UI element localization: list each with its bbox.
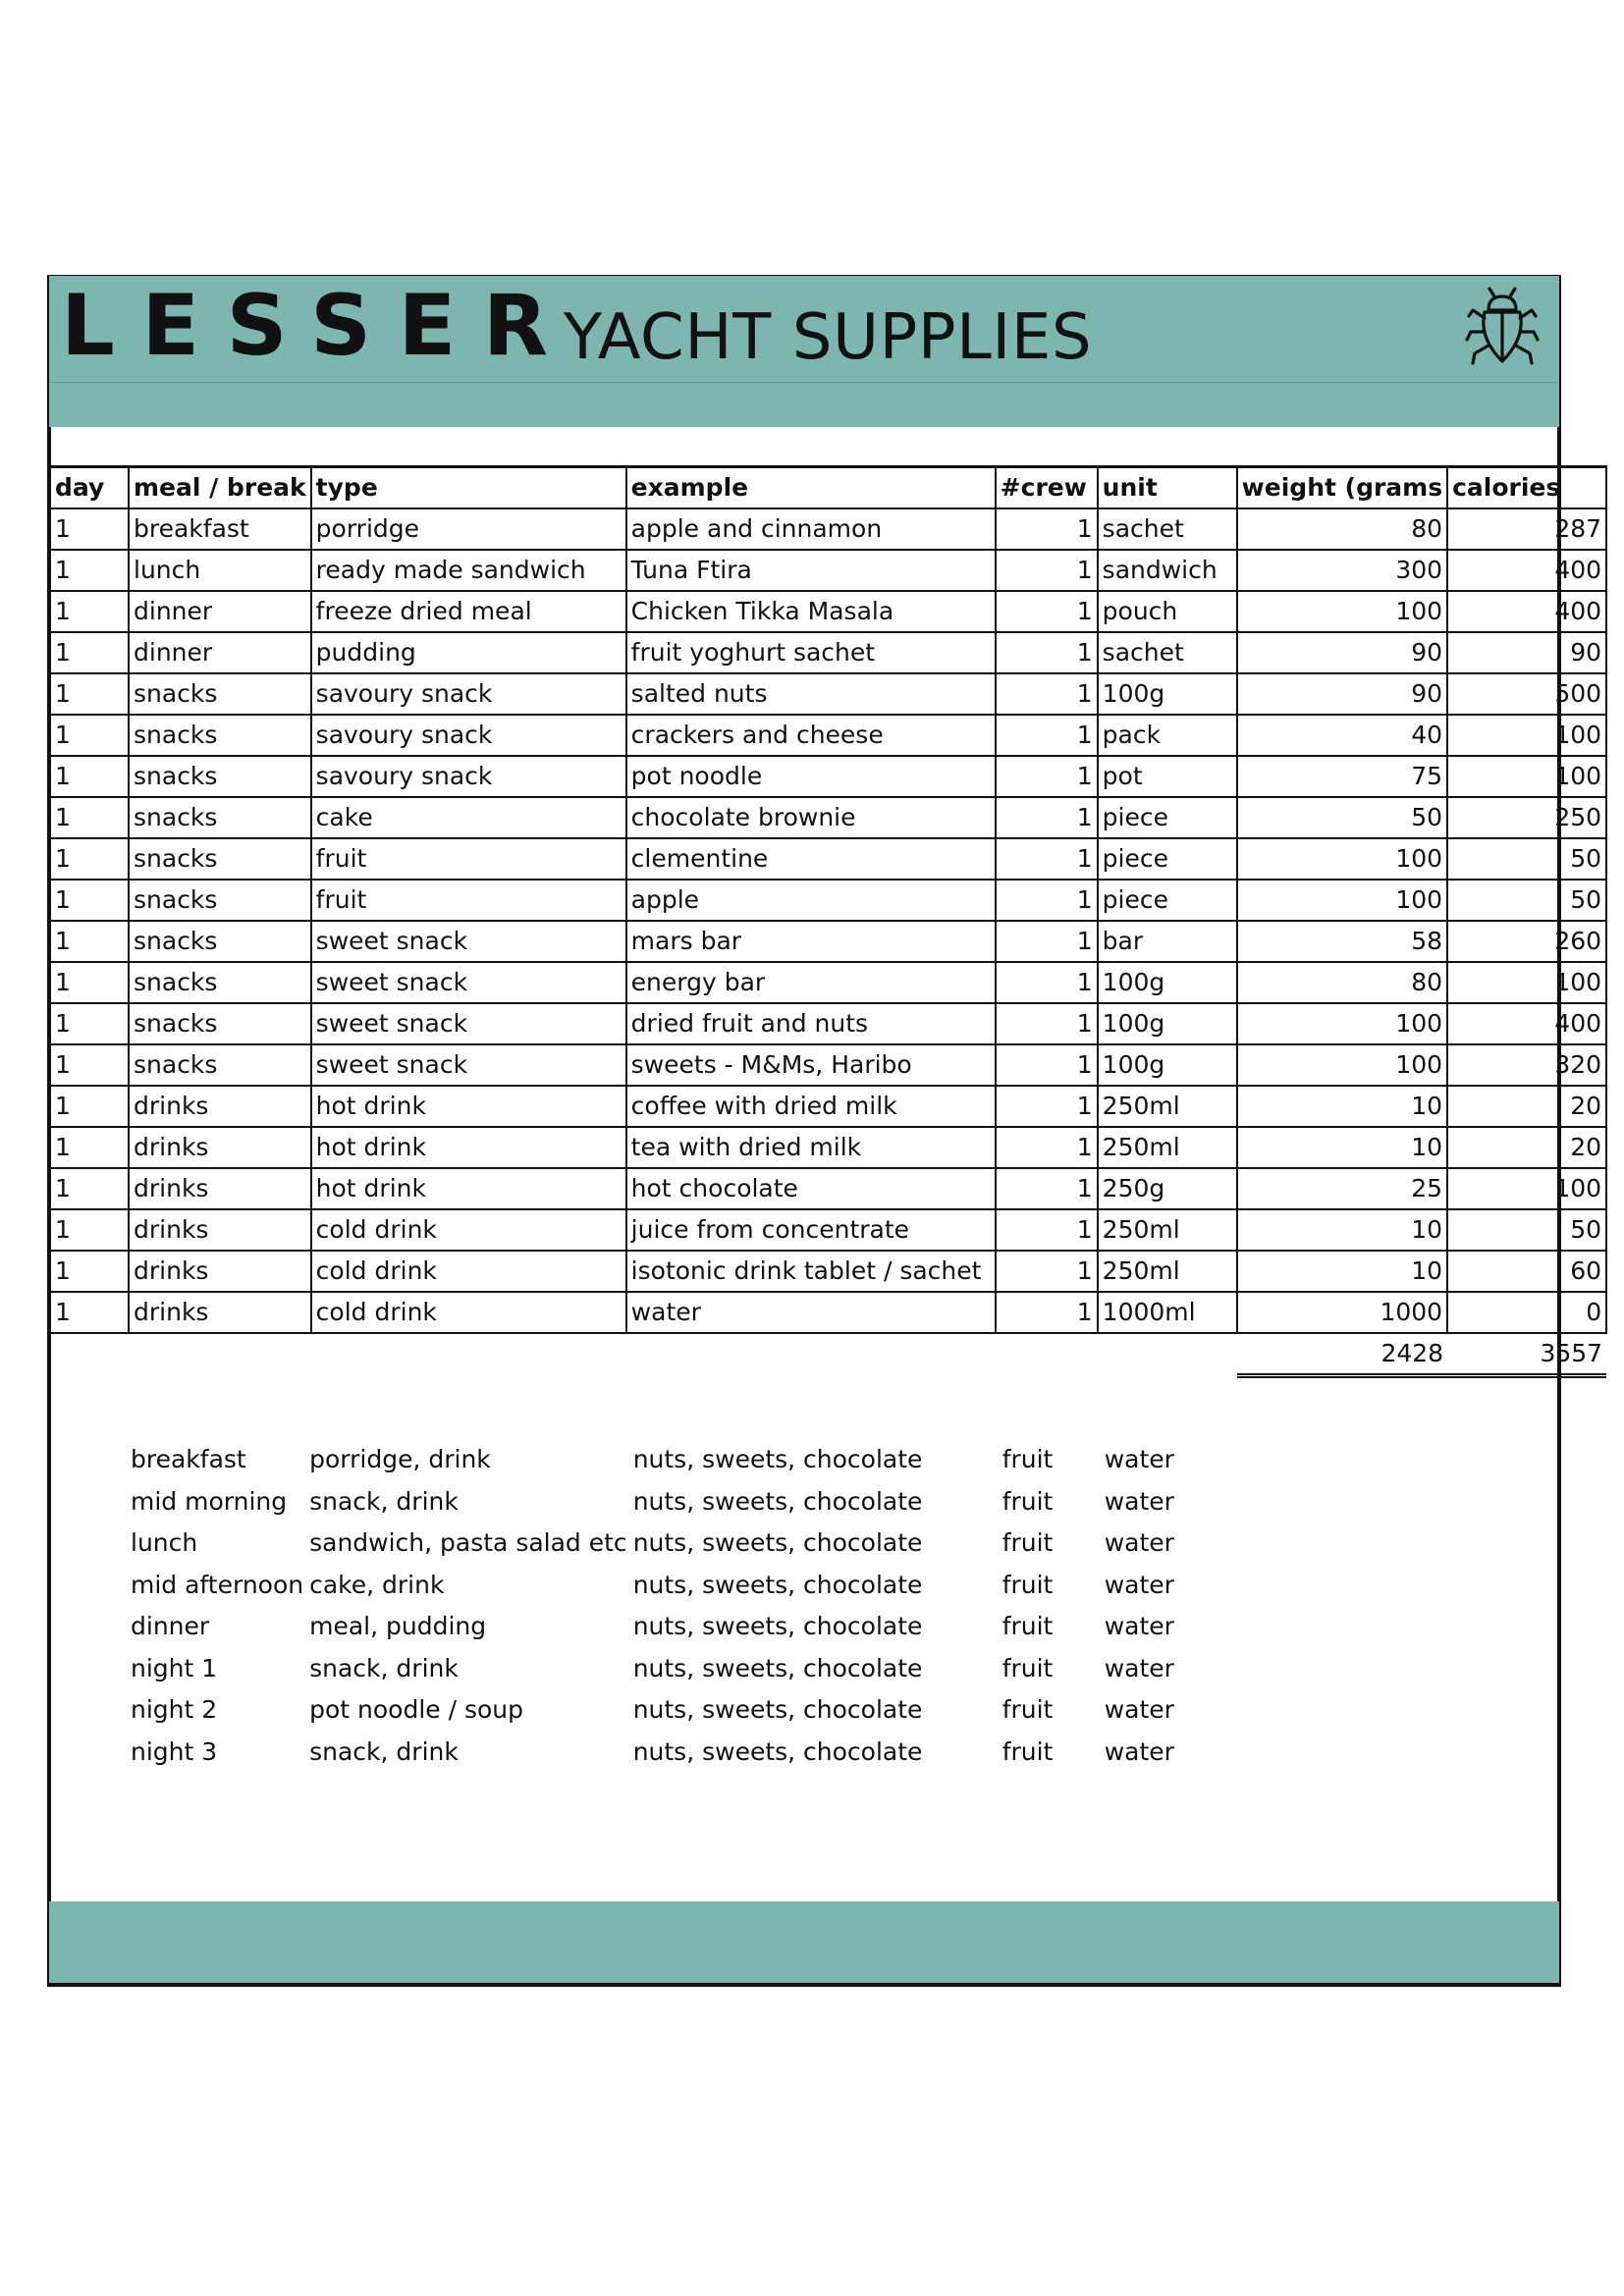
table-cell: cold drink [311, 1292, 626, 1333]
plan-row [128, 1522, 1219, 1565]
table-cell: sachet [1098, 632, 1237, 673]
plan-cell: meal, pudding [309, 1612, 487, 1641]
plan-cell: nuts, sweets, chocolate [632, 1736, 923, 1766]
plan-cell: snack, drink [309, 1736, 459, 1766]
table-cell: 100 [1447, 715, 1606, 756]
table-cell: porridge [311, 508, 626, 550]
table-cell: 0 [1447, 1292, 1606, 1333]
plan-cell: nuts, sweets, chocolate [632, 1570, 923, 1599]
totals-spacer [50, 1333, 129, 1376]
plan-cell: water [1104, 1612, 1174, 1641]
table-cell: 250g [1098, 1168, 1237, 1209]
table-cell: 1 [50, 1003, 129, 1044]
table-cell: 100 [1237, 838, 1447, 880]
plan-cell: pot noodle / soup [309, 1695, 524, 1725]
table-cell: 400 [1447, 1003, 1606, 1044]
table-cell: 20 [1447, 1086, 1606, 1127]
table-cell: 1 [50, 715, 129, 756]
table-cell: hot drink [311, 1127, 626, 1168]
table-cell: 500 [1447, 673, 1606, 715]
footer-banner [49, 1901, 1559, 1983]
table-cell: 250 [1447, 797, 1606, 838]
plan-cell: snack, drink [309, 1486, 459, 1516]
table-cell: 250ml [1098, 1209, 1237, 1251]
table-cell: sweet snack [311, 1003, 626, 1044]
plan-cell: fruit [1001, 1612, 1054, 1641]
table-cell: 1 [50, 921, 129, 962]
plan-cell: fruit [1001, 1653, 1054, 1682]
table-cell: snacks [129, 1044, 311, 1086]
plan-row [128, 1689, 1219, 1732]
table-row [50, 797, 1606, 838]
table-cell: 20 [1447, 1127, 1606, 1168]
column-header: meal / break [129, 467, 311, 509]
table-cell: 100g [1098, 673, 1237, 715]
table-cell: 1 [50, 880, 129, 921]
table-cell: 320 [1447, 1044, 1606, 1086]
table-cell: 100 [1237, 880, 1447, 921]
table-cell: 1 [50, 962, 129, 1003]
table-cell: snacks [129, 921, 311, 962]
plan-cell: night 2 [131, 1695, 218, 1725]
table-cell: juice from concentrate [626, 1209, 996, 1251]
table-row [50, 921, 1606, 962]
table-cell: 1 [996, 797, 1098, 838]
table-cell: tea with dried milk [626, 1127, 996, 1168]
table-row [50, 756, 1606, 797]
total-calories: 3557 [1447, 1333, 1606, 1376]
table-cell: snacks [129, 1003, 311, 1044]
table-cell: dinner [129, 591, 311, 632]
table-cell: dinner [129, 632, 311, 673]
column-header: example [626, 467, 996, 509]
table-cell: 50 [1447, 880, 1606, 921]
plan-cell: breakfast [131, 1445, 246, 1474]
plan-cell: snack, drink [309, 1653, 459, 1682]
table-cell: 250ml [1098, 1086, 1237, 1127]
table-cell: lunch [129, 550, 311, 591]
table-cell: Tuna Ftira [626, 550, 996, 591]
column-header: calories [1447, 467, 1606, 509]
table-cell: 1 [996, 1086, 1098, 1127]
table-cell: cake [311, 797, 626, 838]
table-cell: 90 [1237, 632, 1447, 673]
table-cell: pot [1098, 756, 1237, 797]
table-cell: snacks [129, 797, 311, 838]
plan-cell: nuts, sweets, chocolate [632, 1612, 923, 1641]
table-cell: 400 [1447, 591, 1606, 632]
table-cell: savoury snack [311, 715, 626, 756]
table-cell: 1 [996, 838, 1098, 880]
table-cell: sachet [1098, 508, 1237, 550]
plan-cell: water [1104, 1486, 1174, 1516]
plan-cell: nuts, sweets, chocolate [632, 1653, 923, 1682]
table-cell: 250ml [1098, 1251, 1237, 1292]
table-cell: 90 [1237, 673, 1447, 715]
table-row [50, 1127, 1606, 1168]
plan-cell: nuts, sweets, chocolate [632, 1445, 923, 1474]
table-row [50, 550, 1606, 591]
table-cell: 1 [50, 550, 129, 591]
table-cell: 1 [50, 797, 129, 838]
table-cell: 1 [50, 1127, 129, 1168]
plan-cell: water [1104, 1736, 1174, 1766]
plan-cell: water [1104, 1528, 1174, 1558]
table-cell: 100 [1237, 1003, 1447, 1044]
table-cell: 100 [1447, 1168, 1606, 1209]
table-cell: salted nuts [626, 673, 996, 715]
table-cell: 400 [1447, 550, 1606, 591]
table-cell: 1 [996, 1292, 1098, 1333]
totals-row [50, 1333, 1606, 1376]
table-cell: drinks [129, 1251, 311, 1292]
table-cell: 100g [1098, 1003, 1237, 1044]
table-cell: 287 [1447, 508, 1606, 550]
table-cell: coffee with dried milk [626, 1086, 996, 1127]
table-cell: 60 [1447, 1251, 1606, 1292]
plan-row [128, 1481, 1219, 1523]
table-cell: savoury snack [311, 756, 626, 797]
table-cell: 1 [50, 756, 129, 797]
table-cell: 1 [50, 1168, 129, 1209]
brand-logo: LESSER [61, 277, 575, 375]
table-cell: cold drink [311, 1251, 626, 1292]
table-cell: 75 [1237, 756, 1447, 797]
table-cell: breakfast [129, 508, 311, 550]
table-cell: drinks [129, 1127, 311, 1168]
table-cell: 300 [1237, 550, 1447, 591]
plan-cell: cake, drink [309, 1570, 445, 1599]
table-cell: 1 [996, 508, 1098, 550]
table-cell: 1 [996, 1251, 1098, 1292]
column-header: unit [1098, 467, 1237, 509]
table-cell: clementine [626, 838, 996, 880]
table-cell: 1 [50, 1209, 129, 1251]
table-row [50, 838, 1606, 880]
table-cell: pot noodle [626, 756, 996, 797]
table-row [50, 1086, 1606, 1127]
table-row [50, 1044, 1606, 1086]
table-cell: 50 [1237, 797, 1447, 838]
table-cell: snacks [129, 880, 311, 921]
table-cell: 1 [50, 1044, 129, 1086]
column-header: #crew [996, 467, 1098, 509]
table-cell: piece [1098, 880, 1237, 921]
table-cell: sweet snack [311, 1044, 626, 1086]
table-cell: 250ml [1098, 1127, 1237, 1168]
table-cell: 1 [50, 591, 129, 632]
plan-row [128, 1439, 1219, 1481]
table-cell: fruit [311, 838, 626, 880]
plan-cell: water [1104, 1653, 1174, 1682]
plan-cell: fruit [1001, 1695, 1054, 1725]
table-cell: 100g [1098, 1044, 1237, 1086]
plan-cell: water [1104, 1445, 1174, 1474]
table-cell: Chicken Tikka Masala [626, 591, 996, 632]
table-cell: 10 [1237, 1251, 1447, 1292]
table-cell: 100 [1447, 962, 1606, 1003]
table-cell: 1 [50, 1251, 129, 1292]
column-header: weight (grams [1237, 467, 1447, 509]
table-row [50, 673, 1606, 715]
plan-cell: mid afternoon [131, 1570, 304, 1599]
totals-spacer [1098, 1333, 1237, 1376]
plan-cell: water [1104, 1570, 1174, 1599]
table-cell: 100g [1098, 962, 1237, 1003]
table-row [50, 632, 1606, 673]
plan-cell: nuts, sweets, chocolate [632, 1528, 923, 1558]
plan-cell: nuts, sweets, chocolate [632, 1695, 923, 1725]
table-cell: 1 [50, 1086, 129, 1127]
table-cell: 1 [50, 508, 129, 550]
table-cell: snacks [129, 962, 311, 1003]
table-cell: ready made sandwich [311, 550, 626, 591]
table-cell: 1 [996, 673, 1098, 715]
plan-cell: mid morning [131, 1486, 288, 1516]
table-cell: 90 [1447, 632, 1606, 673]
table-cell: 40 [1237, 715, 1447, 756]
table-cell: 1 [50, 1292, 129, 1333]
table-cell: drinks [129, 1168, 311, 1209]
table-cell: 1 [996, 1044, 1098, 1086]
plan-cell: sandwich, pasta salad etc [309, 1528, 627, 1558]
plan-row [128, 1606, 1219, 1648]
table-cell: 1000 [1237, 1292, 1447, 1333]
table-cell: apple and cinnamon [626, 508, 996, 550]
total-weight: 2428 [1237, 1333, 1447, 1376]
table-cell: 10 [1237, 1209, 1447, 1251]
table-cell: piece [1098, 838, 1237, 880]
plan-cell: nuts, sweets, chocolate [632, 1486, 923, 1516]
table-cell: cold drink [311, 1209, 626, 1251]
plan-cell: fruit [1001, 1736, 1054, 1766]
table-row [50, 1209, 1606, 1251]
table-row [50, 1003, 1606, 1044]
plan-cell: night 1 [131, 1653, 218, 1682]
totals-spacer [129, 1333, 311, 1376]
plan-row [128, 1648, 1219, 1690]
table-row [50, 1292, 1606, 1333]
plan-cell: dinner [131, 1612, 210, 1641]
plan-cell: lunch [131, 1528, 198, 1558]
plan-cell: night 3 [131, 1736, 218, 1766]
table-cell: hot chocolate [626, 1168, 996, 1209]
plan-cell: fruit [1001, 1528, 1054, 1558]
table-cell: sandwich [1098, 550, 1237, 591]
table-cell: savoury snack [311, 673, 626, 715]
table-cell: snacks [129, 715, 311, 756]
table-cell: sweet snack [311, 962, 626, 1003]
plan-cell: water [1104, 1695, 1174, 1725]
table-cell: 1 [996, 550, 1098, 591]
table-cell: drinks [129, 1292, 311, 1333]
table-row [50, 880, 1606, 921]
table-cell: dried fruit and nuts [626, 1003, 996, 1044]
totals-spacer [996, 1333, 1098, 1376]
table-cell: 80 [1237, 962, 1447, 1003]
table-header-row [50, 467, 1606, 509]
table-cell: fruit yoghurt sachet [626, 632, 996, 673]
table-cell: 25 [1237, 1168, 1447, 1209]
table-cell: hot drink [311, 1168, 626, 1209]
beetle-icon [1465, 287, 1540, 367]
table-cell: sweet snack [311, 921, 626, 962]
table-cell: sweets - M&Ms, Haribo [626, 1044, 996, 1086]
table-cell: 1 [50, 838, 129, 880]
table-cell: fruit [311, 880, 626, 921]
table-cell: 1 [996, 1127, 1098, 1168]
table-cell: chocolate brownie [626, 797, 996, 838]
plan-row [128, 1565, 1219, 1607]
table-cell: 260 [1447, 921, 1606, 962]
table-cell: 50 [1447, 838, 1606, 880]
totals-spacer [626, 1333, 996, 1376]
table-row [50, 962, 1606, 1003]
plan-row [128, 1732, 1219, 1774]
column-header: type [311, 467, 626, 509]
table-cell: 1 [996, 1209, 1098, 1251]
table-cell: pack [1098, 715, 1237, 756]
brand-subtitle: YACHT SUPPLIES [564, 301, 1093, 374]
table-cell: crackers and cheese [626, 715, 996, 756]
totals-spacer [311, 1333, 626, 1376]
table-cell: 100 [1447, 756, 1606, 797]
table-cell: snacks [129, 756, 311, 797]
table-cell: 1 [996, 591, 1098, 632]
table-cell: 1 [50, 632, 129, 673]
table-cell: 1000ml [1098, 1292, 1237, 1333]
table-cell: drinks [129, 1086, 311, 1127]
table-cell: piece [1098, 797, 1237, 838]
column-header: day [50, 467, 129, 509]
meal-plan [128, 1439, 1219, 1773]
table-cell: 1 [996, 1003, 1098, 1044]
table-cell: hot drink [311, 1086, 626, 1127]
table-cell: 1 [50, 673, 129, 715]
table-cell: 80 [1237, 508, 1447, 550]
table-cell: apple [626, 880, 996, 921]
table-cell: 50 [1447, 1209, 1606, 1251]
table-cell: isotonic drink tablet / sachet [626, 1251, 996, 1292]
table-cell: mars bar [626, 921, 996, 962]
plan-cell: fruit [1001, 1445, 1054, 1474]
table-row [50, 1168, 1606, 1209]
table-cell: drinks [129, 1209, 311, 1251]
table-row [50, 591, 1606, 632]
table-row [50, 1251, 1606, 1292]
table-cell: snacks [129, 838, 311, 880]
table-cell: bar [1098, 921, 1237, 962]
food-table [49, 465, 1607, 1378]
table-cell: 10 [1237, 1127, 1447, 1168]
table-row [50, 508, 1606, 550]
table-cell: 1 [996, 1168, 1098, 1209]
table-cell: 1 [996, 962, 1098, 1003]
table-cell: 100 [1237, 1044, 1447, 1086]
plan-cell: fruit [1001, 1486, 1054, 1516]
plan-cell: porridge, drink [309, 1445, 491, 1474]
table-cell: 58 [1237, 921, 1447, 962]
header-band [49, 382, 1559, 427]
table-cell: energy bar [626, 962, 996, 1003]
table-row [50, 715, 1606, 756]
table-cell: freeze dried meal [311, 591, 626, 632]
table-cell: 100 [1237, 591, 1447, 632]
table-cell: 1 [996, 632, 1098, 673]
table-cell: pudding [311, 632, 626, 673]
table-cell: 1 [996, 880, 1098, 921]
table-cell: water [626, 1292, 996, 1333]
table-cell: 1 [996, 756, 1098, 797]
table-cell: 10 [1237, 1086, 1447, 1127]
table-cell: pouch [1098, 591, 1237, 632]
plan-cell: fruit [1001, 1570, 1054, 1599]
table-cell: 1 [996, 921, 1098, 962]
table-cell: snacks [129, 673, 311, 715]
table-cell: 1 [996, 715, 1098, 756]
